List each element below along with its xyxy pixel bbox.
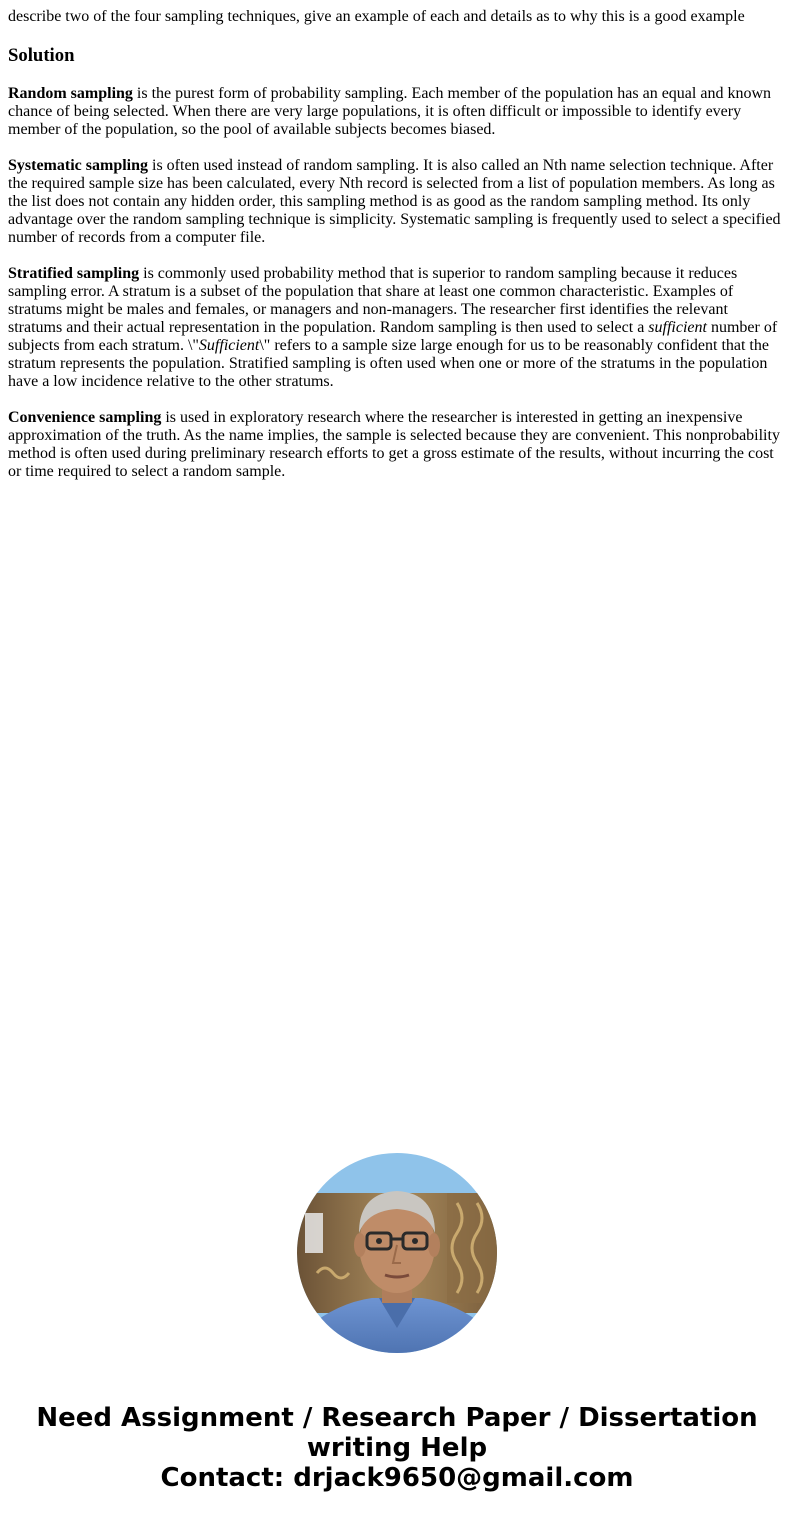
solution-heading: Solution (8, 45, 75, 66)
body-stratified-part-2: number of subjects from each stratum. \" (8, 319, 778, 354)
term-random-sampling: Random sampling (8, 85, 133, 102)
cta-contact-email: Contact: drjack9650@gmail.com (160, 1463, 634, 1493)
term-stratified-sampling: Stratified sampling (8, 265, 140, 282)
body-systematic-sampling: is often used instead of random sampling. It is also called an Nth name selection technique. After the required sample size has been calculated, every Nth record is selected from a list of population members. As long as the list does not contain any hidden order, this sampling method is as good as the random sampling method. Its only advantage over the random sampling technique is simplicity. Systematic sampling is frequently used to select a specified number of records from a computer file. (8, 157, 781, 246)
paragraph-stratified-sampling (8, 265, 786, 391)
cta-line-2: writing Help (306, 1433, 488, 1463)
author-photo-illustration (297, 1153, 497, 1353)
paragraph-random-sampling (8, 85, 786, 139)
body-stratified-part-1: is commonly used probability method that is superior to random sampling because it reduces sampling error. A stratum is a subset of the population that share at least one common characteristic. Examples of stratums might be males and females, or managers and non-managers. The researcher first identifies the relevant stratums and their actual representation in the population. Random sampling is then used to select a (8, 265, 738, 336)
term-convenience-sampling: Convenience sampling (8, 409, 162, 426)
contact-banner (0, 1403, 794, 1493)
cta-line-1: Need Assignment / Research Paper / Dissertation (36, 1403, 758, 1433)
paragraph-systematic-sampling (8, 157, 786, 247)
term-systematic-sampling: Systematic sampling (8, 157, 148, 174)
body-random-sampling: is the purest form of probability sampling. Each member of the population has an equal and known chance of being selected. When there are very large populations, it is often difficult or impossible to identify every member of the population, so the pool of available subjects becomes biased. (8, 85, 771, 138)
body-convenience-sampling: is used in exploratory research where the researcher is interested in getting an inexpensive approximation of the truth. As the name implies, the sample is selected because they are convenient. This nonprobability method is often used during preliminary research efforts to get a gross estimate of the results, without incurring the cost or time required to select a random sample. (8, 409, 780, 480)
body-stratified-part-3: \" refers to a sample size large enough for us to be reasonably confident that the stratum represents the population. Stratified sampling is often used when one or more of the stratums in the population have a low incidence relative to the other stratums. (8, 337, 769, 390)
paragraph-convenience-sampling (8, 409, 786, 481)
question-text: describe two of the four sampling techniques, give an example of each and details as to why this is a good example (8, 8, 745, 25)
italic-sufficient-1: sufficient (648, 319, 707, 336)
author-photo (297, 1153, 497, 1353)
document-body (8, 8, 786, 481)
italic-sufficient-2: Sufficient (198, 337, 260, 354)
